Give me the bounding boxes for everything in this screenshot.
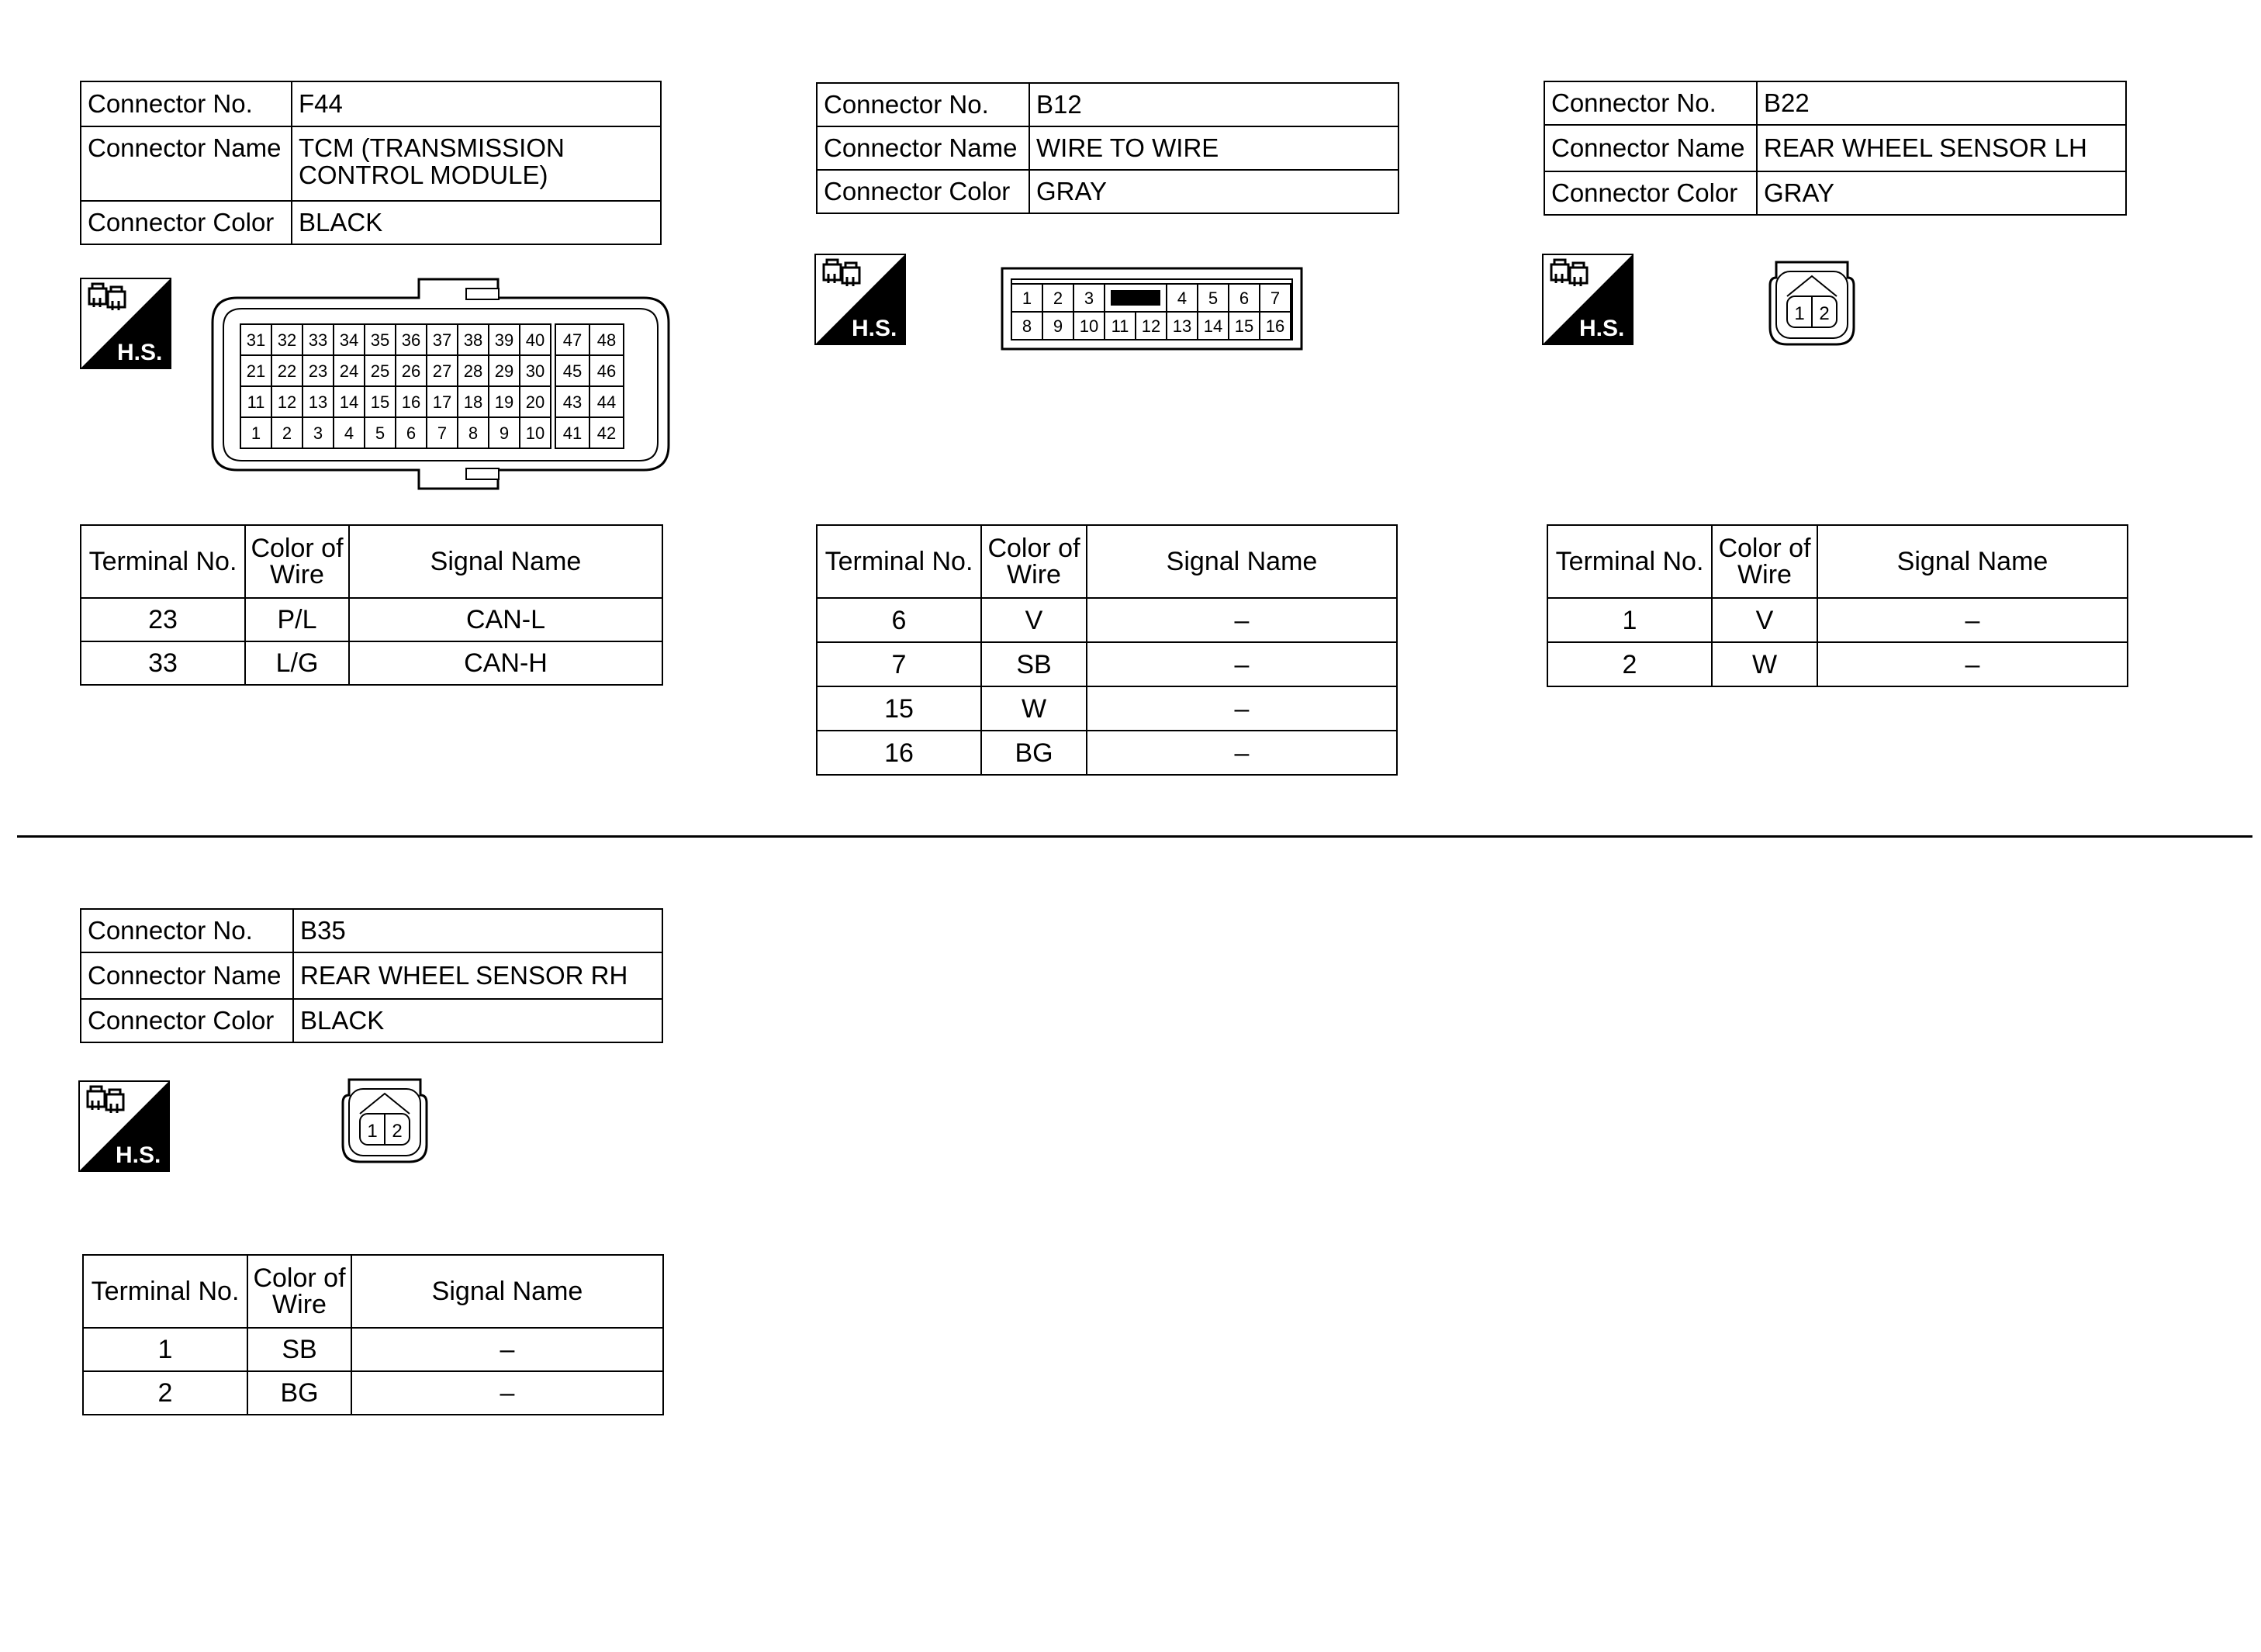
color-of-wire-header [245,525,349,598]
table-row [83,1328,663,1371]
wire-color-cell: W [1712,642,1817,686]
connector-color-label: Connector Color [81,201,292,244]
wire-color-cell: L/G [245,641,349,685]
pin-label: 16 [1265,316,1285,336]
pin-label: 16 [401,392,421,412]
connector-info-b35 [80,908,663,1043]
connector-no-label: Connector No. [817,83,1029,126]
color-header-line2: Wire [1737,560,1792,589]
color-header-line1: Color of [253,1263,346,1293]
signal-cell: – [1087,598,1397,642]
connector-no-value: F44 [292,81,661,126]
terminal-no-header: Terminal No. [83,1255,247,1328]
connector-diagram-f44 [209,278,675,492]
terminal-no-header: Terminal No. [817,525,981,598]
table-row [817,642,1397,686]
terminal-table-b35 [82,1254,664,1415]
connector-diagram-b35 [338,1078,431,1165]
color-of-wire-header [1712,525,1817,598]
pin-label: 6 [1239,289,1250,308]
pin-label: 1 [1022,289,1032,308]
pin-label: 3 [313,423,323,443]
wire-color-cell: BG [981,731,1087,775]
hs-label: H.S. [117,340,163,365]
pin-label: 27 [432,361,452,381]
table-row [81,598,662,641]
connector-name-value: REAR WHEEL SENSOR RH [293,952,662,999]
pin-label: 7 [1270,289,1281,308]
signal-name-header: Signal Name [1817,525,2128,598]
signal-cell: – [1817,642,2128,686]
pin-label: 20 [525,392,545,412]
table-row [83,1371,663,1415]
pin-label: 48 [596,330,617,350]
connector-color-label: Connector Color [81,999,293,1042]
key-block [1111,290,1160,306]
color-header-line2: Wire [1007,560,1061,589]
pin-label: 21 [246,361,266,381]
pin-label: 18 [463,392,483,412]
table-row [817,686,1397,731]
pin-label: 4 [344,423,354,443]
pin-label: 15 [370,392,390,412]
pin-label: 5 [375,423,385,443]
connector-color-value: GRAY [1757,171,2126,215]
pin-label: 2 [392,1121,403,1142]
wire-color-cell: SB [247,1328,351,1371]
connector-no-value: B12 [1029,83,1398,126]
connector-no-label: Connector No. [81,81,292,126]
terminal-cell: 1 [1547,598,1712,642]
table-row [817,598,1397,642]
pin-label: 8 [468,423,479,443]
pin-label: 22 [277,361,297,381]
hs-label: H.S. [116,1142,161,1168]
pin-label: 30 [525,361,545,381]
pin-label: 2 [1053,289,1063,308]
pin-label: 41 [562,423,583,443]
terminal-cell: 2 [1547,642,1712,686]
pin-grid [240,324,624,448]
pin-label: 11 [247,392,265,412]
signal-name-header: Signal Name [349,525,662,598]
connector-info-b22 [1544,81,2127,216]
table-row [81,641,662,685]
connector-no-label: Connector No. [81,909,293,952]
connector-color-label: Connector Color [817,170,1029,213]
terminal-table-f44 [80,524,663,686]
terminal-cell: 2 [83,1371,247,1415]
pin-label: 34 [339,330,359,350]
pin-label: 39 [494,330,514,350]
pin-label: 15 [1234,316,1254,336]
pin-label: 28 [463,361,483,381]
pin-label: 24 [339,361,359,381]
connector-color-value: BLACK [292,201,661,244]
connector-info-b12 [816,82,1399,214]
wire-color-cell: BG [247,1371,351,1415]
pin-label: 17 [432,392,452,412]
pin-label: 6 [406,423,417,443]
wire-color-cell: P/L [245,598,349,641]
connector-diagram-b22 [1765,261,1858,347]
connector-no-value: B22 [1757,81,2126,125]
color-header-line2: Wire [272,1290,327,1319]
table-row [1547,642,2128,686]
connector-name-label: Connector Name [81,126,292,201]
color-of-wire-header [247,1255,351,1328]
terminal-no-header: Terminal No. [1547,525,1712,598]
pin-label: 8 [1022,316,1032,336]
signal-cell: – [351,1328,663,1371]
pin-label: 35 [370,330,390,350]
pin-label: 4 [1177,289,1188,308]
signal-name-header: Signal Name [351,1255,663,1328]
terminal-table-b12 [816,524,1398,776]
pin-label: 9 [499,423,510,443]
pin-label: 26 [401,361,421,381]
connector-name-line1: TCM (TRANSMISSION [299,133,565,162]
terminal-table-b22 [1547,524,2128,687]
color-header-line2: Wire [270,560,324,589]
pin-label: 12 [1141,316,1161,336]
section-divider [17,835,2252,838]
connector-name-value: WIRE TO WIRE [1029,126,1398,170]
hs-label: H.S. [1579,316,1625,341]
pin-label: 19 [494,392,514,412]
table-row [1547,598,2128,642]
pin-label: 2 [1819,303,1830,324]
pin-label: 10 [1079,316,1099,336]
connector-no-value: B35 [293,909,662,952]
harness-side-icon [1542,254,1634,345]
pin-label: 33 [308,330,328,350]
connector-diagram-b12 [1001,267,1306,352]
terminal-cell: 6 [817,598,981,642]
connector-name-label: Connector Name [81,952,293,999]
signal-cell: – [1817,598,2128,642]
terminal-cell: 15 [817,686,981,731]
terminal-cell: 23 [81,598,245,641]
color-header-line1: Color of [1718,534,1811,563]
color-header-line1: Color of [987,534,1080,563]
terminal-no-header: Terminal No. [81,525,245,598]
connector-no-label: Connector No. [1544,81,1757,125]
pin-label: 11 [1111,316,1129,336]
pin-label: 37 [432,330,452,350]
connector-name-value [292,126,661,201]
pin-label: 9 [1053,316,1063,336]
pin-label: 5 [1208,289,1219,308]
connector-name-line2: CONTROL MODULE) [299,160,548,189]
pin-label: 13 [1172,316,1192,336]
wire-color-cell: V [1712,598,1817,642]
pin-label: 3 [1084,289,1094,308]
harness-side-icon [814,254,906,345]
pin-label: 1 [251,423,261,443]
pin-label: 38 [463,330,483,350]
wire-color-cell: SB [981,642,1087,686]
pin-label: 47 [562,330,583,350]
signal-cell: CAN-H [349,641,662,685]
pin-label: 43 [562,392,583,412]
wire-color-cell: W [981,686,1087,731]
pin-label: 45 [562,361,583,381]
pin-label: 14 [339,392,359,412]
connector-name-value: REAR WHEEL SENSOR LH [1757,125,2126,171]
signal-cell: – [1087,642,1397,686]
pin-grid [1011,284,1291,340]
connector-name-label: Connector Name [817,126,1029,170]
pin-label: 25 [370,361,390,381]
connector-color-value: GRAY [1029,170,1398,213]
connector-color-label: Connector Color [1544,171,1757,215]
connector-color-value: BLACK [293,999,662,1042]
pin-label: 29 [494,361,514,381]
color-of-wire-header [981,525,1087,598]
pin-label: 23 [308,361,328,381]
signal-cell: – [1087,686,1397,731]
pin-label: 31 [246,330,266,350]
pin-label: 1 [1794,303,1805,324]
pin-label: 2 [282,423,292,443]
signal-cell: CAN-L [349,598,662,641]
terminal-cell: 33 [81,641,245,685]
terminal-cell: 7 [817,642,981,686]
wire-color-cell: V [981,598,1087,642]
harness-side-icon [80,278,171,369]
pin-label: 44 [596,392,617,412]
table-row [817,731,1397,775]
connector-info-f44 [80,81,662,245]
pin-label: 13 [308,392,328,412]
pin-label: 42 [596,423,617,443]
harness-side-icon [78,1080,170,1172]
pin-label: 36 [401,330,421,350]
pin-label: 46 [596,361,617,381]
connector-name-label: Connector Name [1544,125,1757,171]
pin-label: 10 [525,423,545,443]
pin-label: 40 [525,330,545,350]
signal-cell: – [351,1371,663,1415]
pin-label: 1 [367,1121,378,1142]
signal-name-header: Signal Name [1087,525,1397,598]
pin-label: 32 [277,330,297,350]
terminal-cell: 16 [817,731,981,775]
signal-cell: – [1087,731,1397,775]
terminal-cell: 1 [83,1328,247,1371]
pin-label: 12 [277,392,297,412]
pin-label: 14 [1203,316,1223,336]
pin-label: 7 [437,423,448,443]
hs-label: H.S. [852,316,897,341]
color-header-line1: Color of [251,534,344,563]
